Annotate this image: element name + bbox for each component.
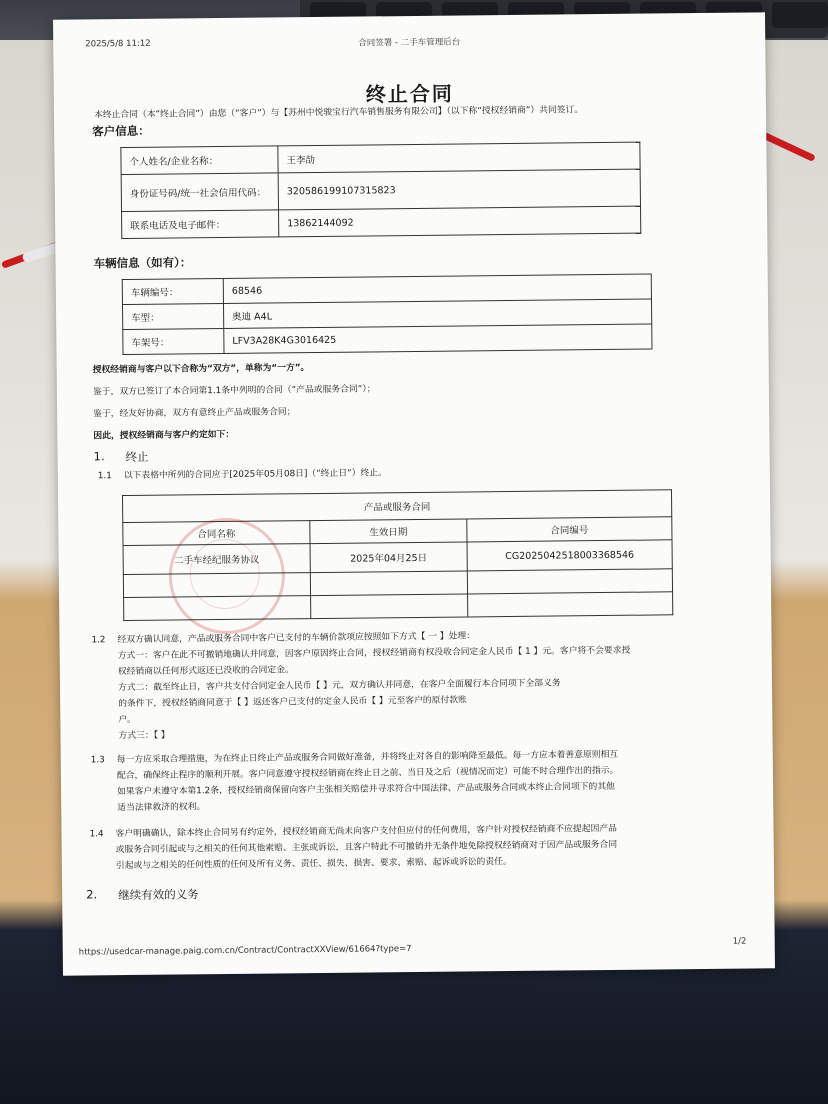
clause-1-3-line: 适当法律救济的权利。 xyxy=(117,802,206,814)
customer-id-label: 身份证号码/统一社会信用代码： xyxy=(121,173,278,212)
document-title: 终止合同 xyxy=(365,81,454,107)
page-number: 1/2 xyxy=(732,936,747,947)
table-row xyxy=(123,324,652,355)
clause-1-2-line: 权经销商以任何形式返还已没收的合同定金。 xyxy=(117,665,294,678)
contract-number-cell: CG2025042518003368546 xyxy=(467,540,672,571)
vehicle-vin-label: 车架号： xyxy=(123,328,224,354)
empty-cell xyxy=(123,573,310,598)
clause-1-3-number: 1.3 xyxy=(90,755,105,766)
section-1-number: 1. xyxy=(93,449,105,464)
table-row xyxy=(122,206,641,238)
contract-page xyxy=(53,12,775,975)
column-header: 合同编号 xyxy=(467,517,672,542)
clause-1-2-line: 经双方确认同意，产品或服务合同中客户已支付的车辆价款项应按照如下方式【 一 】处理： xyxy=(117,631,476,646)
empty-cell xyxy=(310,571,467,596)
empty-cell xyxy=(124,596,311,621)
customer-contact-label: 联系电话及电子邮件： xyxy=(122,210,279,239)
keyboard-key xyxy=(772,2,828,28)
vehicle-info-table xyxy=(122,273,653,355)
vehicle-model-label: 车型： xyxy=(123,303,224,329)
clause-1-3-line: 配合，确保终止程序的顺利开展。客户同意遵守授权经销商在终止日之前、当日及之后（视情况而定）可能不时合理作出的指示。 xyxy=(116,765,619,782)
clause-1-2-line: 方式二：截至终止日，客户共支付合同定金人民币【 】元，双方确认并同意，在客户全面履行本合同项下全部义务 xyxy=(117,678,561,694)
clause-1-4-line: 客户明确确认，除本终止合同另有约定外，授权经销商无尚未向客户支付但应付的任何费用，客户针对授权经销商不应提起因产品 xyxy=(115,823,618,840)
customer-info-table xyxy=(120,142,641,239)
customer-id-value: 320586199107315823 xyxy=(278,169,640,210)
clause-1-1-text: 以下表格中所列的合同应于[2025年05月08日]（“终止日”）终止。 xyxy=(123,468,387,482)
recital-therefore: 因此，授权经销商与客户约定如下： xyxy=(93,429,235,442)
clause-1-4-line: 或服务合同引起或与之相关的任何其他索赔、主张或诉讼，且客户特此不可撤销并无条件地免除授权经销商对于因产品或服务合同 xyxy=(115,839,618,856)
clause-1-2-line: 方式三：【 】 xyxy=(118,730,170,742)
vehicle-vin-value: LFV3A28K4G3016425 xyxy=(224,324,652,353)
vehicle-model-value: 奥迪 A4L xyxy=(223,299,651,328)
vehicle-number-label: 车辆编号： xyxy=(122,278,223,304)
clause-1-1-number: 1.1 xyxy=(97,471,112,482)
customer-info-heading: 客户信息： xyxy=(92,123,150,139)
recital-parties: 授权经销商与客户以下合称为“双方”，单称为“一方”。 xyxy=(92,363,310,376)
footer-url: https://usedcar-manage.paig.com.cn/Contract/ContractXXView/61664?type=7 xyxy=(78,944,412,958)
clause-1-3-line: 每一方应采取合理措施，为在终止日终止产品或服务合同做好准备，并将终止对各自的影响降至最低。每一方应本着善意原则相互 xyxy=(116,749,619,766)
clause-1-2-number: 1.2 xyxy=(91,635,106,646)
table-row xyxy=(124,592,673,621)
section-2-title: 继续有效的义务 xyxy=(118,887,199,903)
column-header: 合同名称 xyxy=(123,521,310,546)
effective-date-cell: 2025年04月25日 xyxy=(310,542,467,573)
table-row xyxy=(121,169,640,211)
customer-name-value: 王李劼 xyxy=(278,142,640,173)
clause-1-2-line: 户。 xyxy=(118,714,137,726)
intro-paragraph: 本终止合同（本“终止合同”）由您（“客户”）与【苏州中悦骏宝行汽车销售服务有限公司】（以下称“授权经销商”）共同签订。 xyxy=(93,105,584,121)
clause-1-2-line: 方式一：客户在此不可撤销地确认并同意，因客户原因终止合同，授权经销商有权没收合同定金人民币【 1 】元。客户将不会要求授 xyxy=(117,645,631,662)
customer-contact-value: 13862144092 xyxy=(279,206,641,237)
clause-1-4-line: 引起或与之相关的任何性质的任何及所有义务、责任、损失、损害、要求、索赔、起诉或诉讼的责任。 xyxy=(115,856,512,872)
print-date: 2025/5/8 11:12 xyxy=(85,38,151,50)
section-2-number: 2. xyxy=(86,887,98,902)
recital-whereas-2: 鉴于，经友好协商，双方有意终止产品或服务合同； xyxy=(93,407,296,420)
contract-name-cell: 二手车经纪服务协议 xyxy=(123,544,310,575)
clause-1-3-line: 如果客户未遵守本第1.2条，授权经销商保留向客户主张相关赔偿并寻求符合中国法律、产品或服务合同或本终止合同项下的其他 xyxy=(117,781,615,798)
column-header: 生效日期 xyxy=(310,519,467,544)
contract-table-caption: 产品或服务合同 xyxy=(123,490,672,523)
print-site-title: 合同签署 - 二手车管理后台 xyxy=(358,37,461,49)
customer-name-label: 个人姓名/企业名称： xyxy=(121,146,278,175)
clause-1-4-number: 1.4 xyxy=(89,829,104,840)
vehicle-number-value: 68546 xyxy=(223,274,651,303)
vehicle-info-heading: 车辆信息（如有）： xyxy=(93,255,192,271)
empty-cell xyxy=(468,592,673,617)
empty-cell xyxy=(311,594,468,619)
contract-table xyxy=(122,489,673,621)
section-1-title: 终止 xyxy=(125,449,149,465)
empty-cell xyxy=(467,569,672,594)
clause-1-2-line: 的条件下，授权经销商同意于【 】返还客户已支付的定金人民币【 】元至客户的原付款账 xyxy=(118,695,467,710)
recital-whereas-1: 鉴于，双方已签订了本合同第1.1条中列明的合同（“产品或服务合同”）； xyxy=(92,384,376,398)
